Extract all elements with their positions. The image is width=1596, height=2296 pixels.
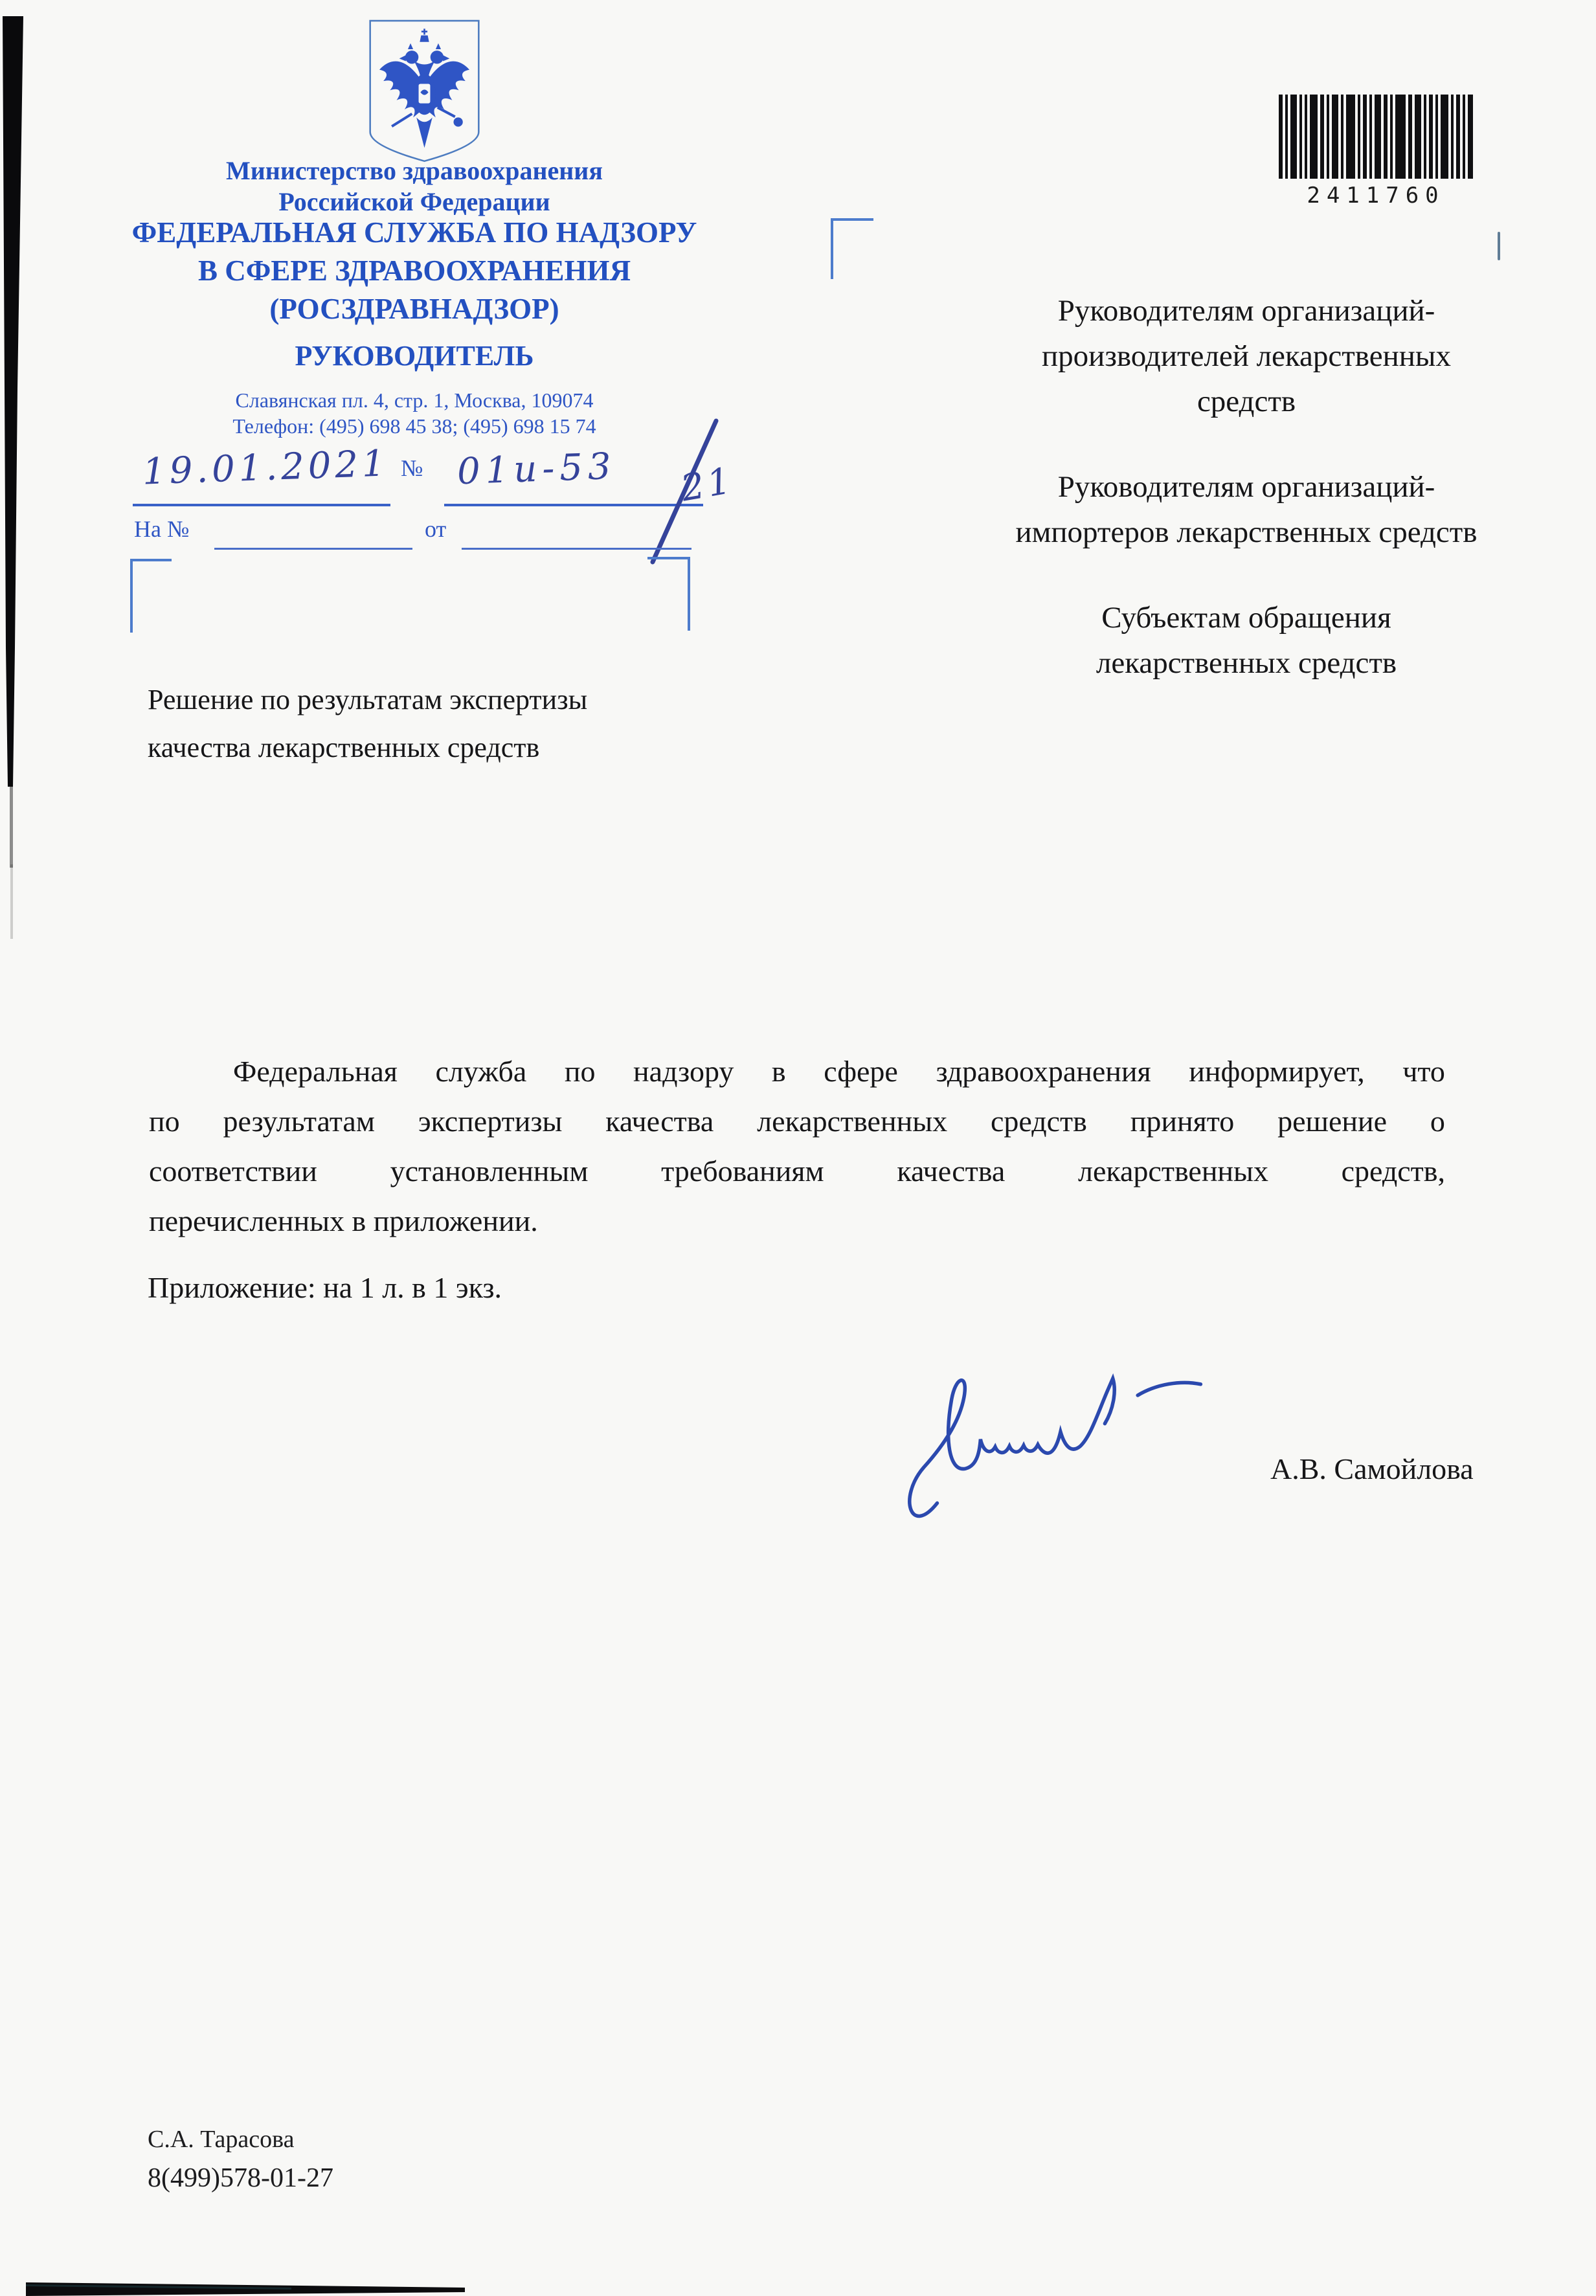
- attachment-note: Приложение: на 1 л. в 1 экз.: [148, 1271, 502, 1304]
- reply-date-line: [462, 548, 691, 550]
- coat-of-arms-emblem: [365, 18, 484, 167]
- ministry-name: [129, 155, 699, 218]
- reply-number-line: [214, 548, 412, 550]
- signatory-name: А.В. Самойлова: [1270, 1452, 1474, 1485]
- addressee-line: лекарственных средств: [1096, 646, 1397, 680]
- service-name: [97, 214, 732, 328]
- barcode: [1279, 95, 1473, 179]
- letterhead-phone: Телефон: (495) 698 45 38; (495) 698 15 74: [232, 414, 596, 438]
- ministry-line-1: Министерство здравоохранения: [226, 156, 603, 185]
- handwritten-date: 19.01.2021: [141, 442, 390, 493]
- body-line-4: перечисленных в приложении.: [149, 1204, 538, 1237]
- signature-scrawl: [894, 1331, 1334, 1531]
- position-title: РУКОВОДИТЕЛЬ: [295, 340, 534, 372]
- address-zone-corner-mark: [831, 218, 873, 279]
- reply-number-label: На №: [134, 516, 190, 542]
- body-line-3: соответствии установленным требованиям качества лекарственных средств,: [149, 1154, 1445, 1187]
- handwritten-number-suffix: 21: [677, 459, 737, 510]
- addressee-line: Руководителям организаций-: [1057, 470, 1435, 504]
- body-line-1: Федеральная служба по надзору в сфере здравоохранения информирует, что: [233, 1055, 1445, 1088]
- barcode-number: 2411760: [1307, 183, 1445, 208]
- reply-from-label: от: [425, 516, 447, 542]
- addressee-line: Руководителям организаций-: [1057, 294, 1435, 328]
- addressee-line: Субъектам обращения: [1101, 601, 1391, 635]
- subject-line-2: качества лекарственных средств: [148, 732, 540, 763]
- service-line-3: (РОСЗДРАВНАДЗОР): [269, 293, 559, 325]
- addressee-line: средств: [1197, 385, 1296, 418]
- service-line-2: В СФЕРЕ ЗДРАВООХРАНЕНИЯ: [197, 254, 631, 287]
- scan-artifact-bottom-edge: [0, 2266, 492, 2296]
- scan-artifact-right-tick: [1498, 232, 1500, 260]
- letterhead-address: Славянская пл. 4, стр. 1, Москва, 109074: [235, 388, 594, 412]
- handwritten-number: 01и-53: [456, 445, 617, 493]
- body-line-2: по результатам экспертизы качества лекарственных средств принято решение о: [149, 1105, 1445, 1138]
- addressee-manufacturers: [926, 288, 1567, 424]
- addressee-line: производителей лекарственных: [1042, 339, 1451, 373]
- addressee-subjects: [926, 595, 1567, 686]
- subject-block: [148, 676, 730, 772]
- executor-phone: 8(499)578-01-27: [148, 2163, 333, 2193]
- letterhead-contacts: [97, 387, 732, 439]
- addressee-importers: [926, 464, 1567, 555]
- subject-zone-corner-right: [647, 557, 690, 631]
- executor-name: С.А. Тарасова: [148, 2126, 295, 2153]
- date-underline: [133, 504, 390, 506]
- number-sign: №: [401, 455, 423, 481]
- subject-zone-corner-left: [130, 559, 172, 633]
- ministry-line-2: Российской Федерации: [278, 187, 550, 216]
- addressee-line: импортеров лекарственных средств: [1015, 515, 1478, 549]
- addressee-list: [926, 288, 1567, 726]
- scan-artifact-left-edge: [0, 0, 39, 971]
- subject-line-1: Решение по результатам экспертизы: [148, 684, 588, 715]
- service-line-1: ФЕДЕРАЛЬНАЯ СЛУЖБА ПО НАДЗОРУ: [131, 216, 697, 249]
